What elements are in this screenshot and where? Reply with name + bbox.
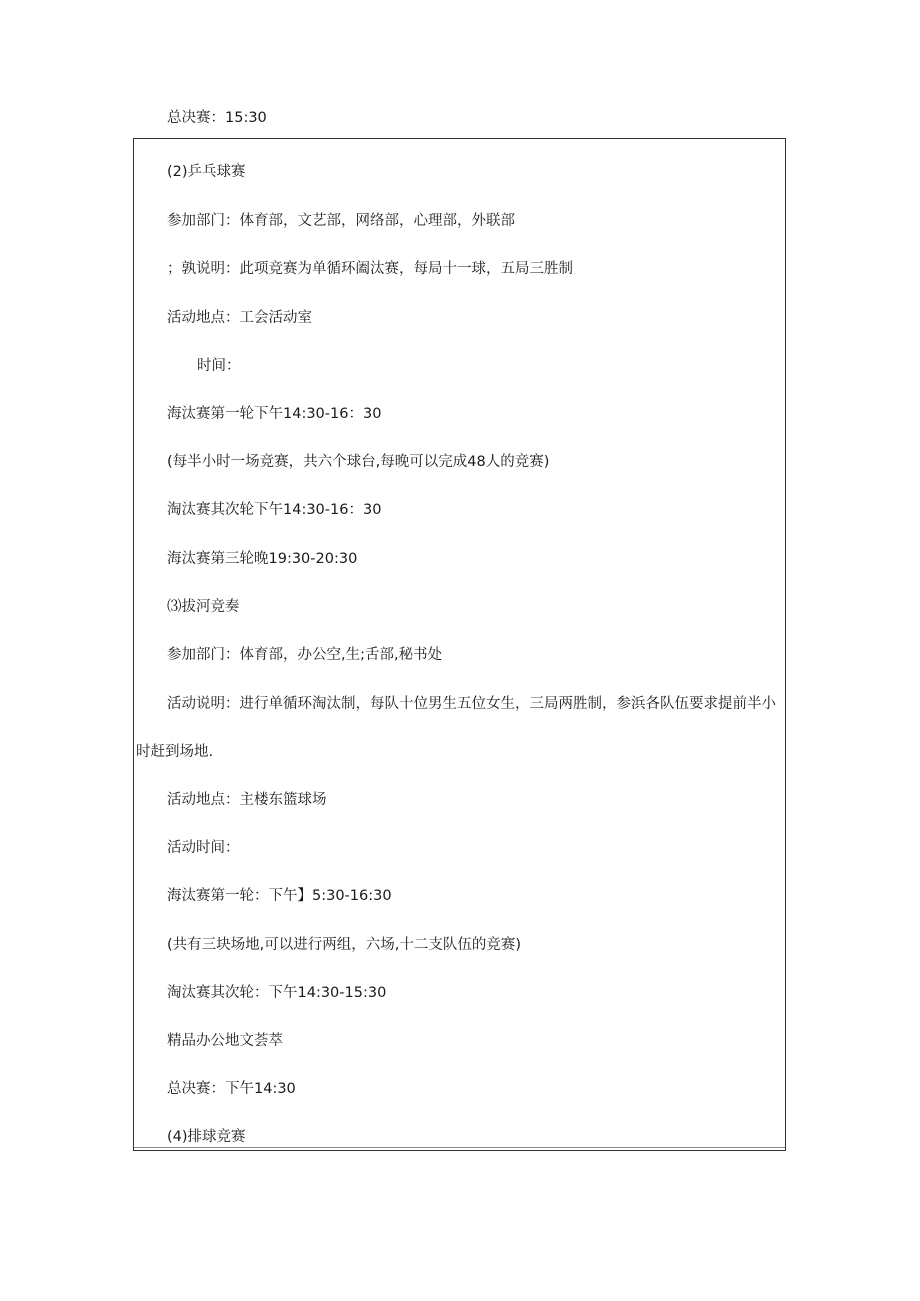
line-tugofwar-time-label: 活动时间： <box>167 840 240 856</box>
line-tugofwar-description: 活动说明：进行单循环淘汰制，每队十位男生五位女生，三局两胜制，参浜各队伍要求提前半小 <box>167 696 776 712</box>
line-tugofwar-final: 总决赛：下午14:30 <box>167 1081 296 1097</box>
line-tugofwar-location: 活动地点：主楼东篮球场 <box>167 792 327 808</box>
line-tugofwar-description-cont: 时赶到场地. <box>136 744 214 760</box>
line-pingpong-round1: 海汰赛第一轮下午14:30-16：30 <box>167 406 382 422</box>
line-watermark-text: 精品办公地文荟萃 <box>167 1033 283 1049</box>
line-pingpong-description: ；孰说明：此项竞赛为单循环阖汰赛，每局十一球，五局三胜制 <box>167 261 573 277</box>
line-pingpong-departments: 参加部门：体育部，文艺部，网络部，心理部，外联部 <box>167 213 515 229</box>
line-pingpong-round2: 淘汰赛其次轮下午14:30-16：30 <box>167 502 382 518</box>
line-pingpong-time-label: 时间： <box>197 358 241 374</box>
line-tugofwar-round1: 海汰赛第一轮：下午】5:30-16:30 <box>167 888 392 904</box>
line-pingpong-location: 活动地点：工会活动室 <box>167 310 312 326</box>
line-tugofwar-title: ⑶拔河竞奏 <box>167 599 240 615</box>
top-line: 总决赛：15:30 <box>167 110 267 126</box>
line-tugofwar-note: (共有三块场地,可以进行两组，六场,十二支队伍的竞赛) <box>167 937 522 953</box>
line-pingpong-note: (每半小时一场竞赛，共六个球台,每晚可以完成48人的竞赛) <box>167 454 550 470</box>
line-pingpong-round3: 海汰赛第三轮晚19:30-20:30 <box>167 551 358 567</box>
line-pingpong-title: (2)乒乓球赛 <box>167 164 246 180</box>
line-tugofwar-departments: 参加部门：体育部，办公空,生;舌部,秘书处 <box>167 647 443 663</box>
line-volleyball-title: (4)排球竞赛 <box>167 1129 246 1145</box>
line-tugofwar-round2: 淘汰赛其次轮：下午14:30-15:30 <box>167 985 387 1001</box>
